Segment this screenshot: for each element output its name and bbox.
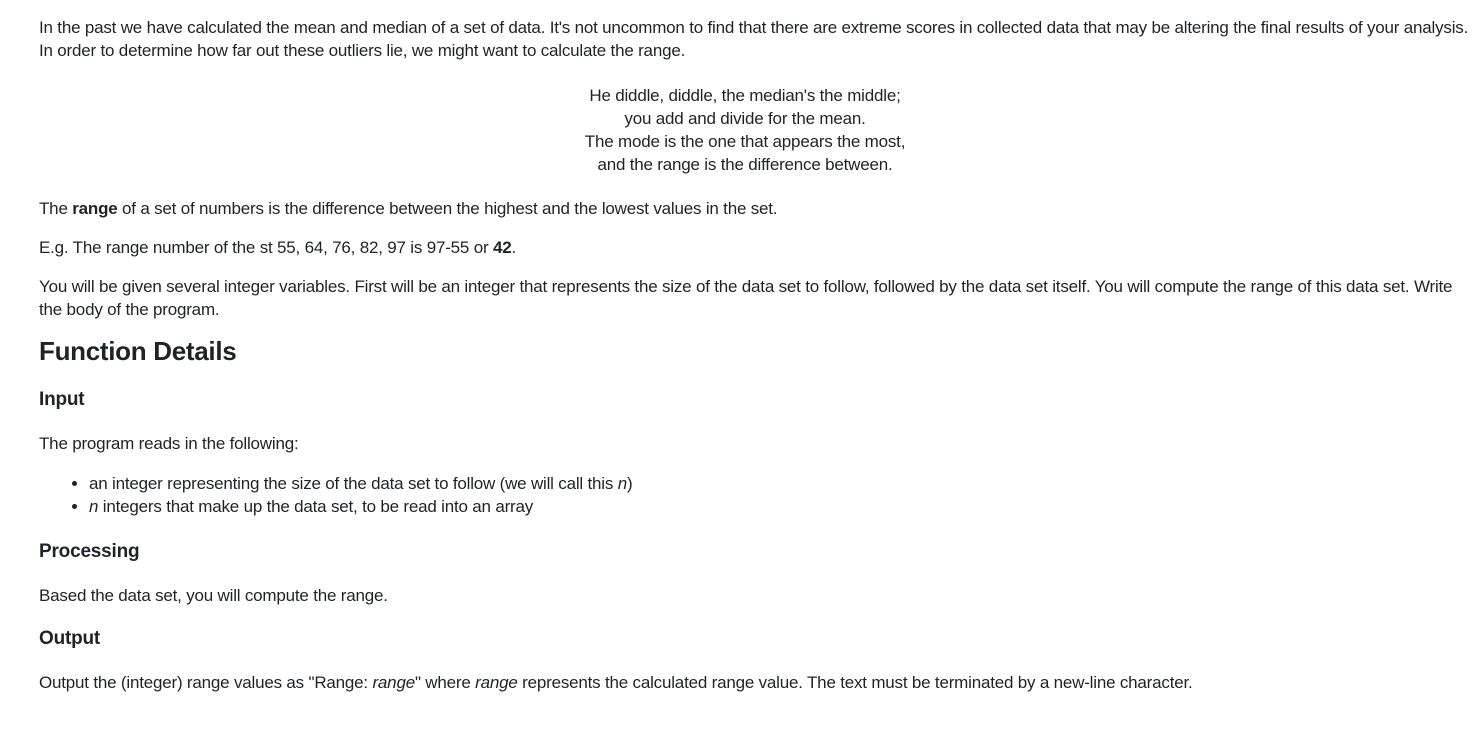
input-list (39, 472, 1471, 518)
problem-description (39, 16, 1471, 694)
range-example (39, 236, 1471, 259)
output-text-mid: " where (414, 673, 476, 692)
list-item (89, 495, 1471, 518)
range-definition (39, 197, 1471, 220)
task-paragraph: You will be given several integer variables. First will be an integer that represents the size of the data set to follow, followed by the data set itself. You will compute the range of this data set. Write the body of the program. (39, 277, 1453, 319)
range-example-post: . (511, 238, 516, 257)
function-details-heading: Function Details (39, 336, 237, 366)
poem-line: The mode is the one that appears the most, (584, 132, 906, 151)
variable-range: range (372, 673, 415, 692)
input-text: The program reads in the following: (39, 434, 299, 453)
list-item-pre: an integer representing the size of the data set to follow (we will call this (89, 474, 618, 493)
range-definition-post: of a set of numbers is the difference between the highest and the lowest values in the set. (117, 199, 778, 218)
range-example-pre: E.g. The range number of the st 55, 64, 76, 82, 97 is 97-55 or (39, 238, 493, 257)
output-text (39, 671, 1471, 694)
intro-paragraph: In the past we have calculated the mean and median of a set of data. It's not uncommon to find that there are extreme scores in collected data that may be altering the final results of your analysis. In order to determine how far out these outliers lie, we might want to calculate the range. (39, 18, 1469, 60)
variable-range: range (475, 673, 518, 692)
output-text-post: represents the calculated range value. The text must be terminated by a new-line character. (517, 673, 1193, 692)
poem-line: and the range is the difference between. (597, 155, 893, 174)
range-term: range (72, 199, 118, 218)
poem-line: He diddle, diddle, the median's the middle; (589, 86, 901, 105)
output-heading: Output (39, 628, 101, 649)
processing-text: Based the data set, you will compute the range. (39, 586, 388, 605)
output-text-pre: Output the (integer) range values as "Range: (39, 673, 373, 692)
poem-line: you add and divide for the mean. (624, 109, 866, 128)
range-example-answer: 42 (492, 238, 512, 257)
list-item-post: ) (626, 474, 633, 493)
processing-heading: Processing (39, 541, 140, 562)
list-item (89, 472, 1471, 495)
range-definition-pre: The (39, 199, 73, 218)
variable-n: n (617, 474, 627, 493)
input-heading: Input (39, 389, 85, 410)
list-item-post: integers that make up the data set, to be read into an array (98, 497, 534, 516)
variable-n: n (89, 497, 99, 516)
poem (39, 84, 1471, 176)
